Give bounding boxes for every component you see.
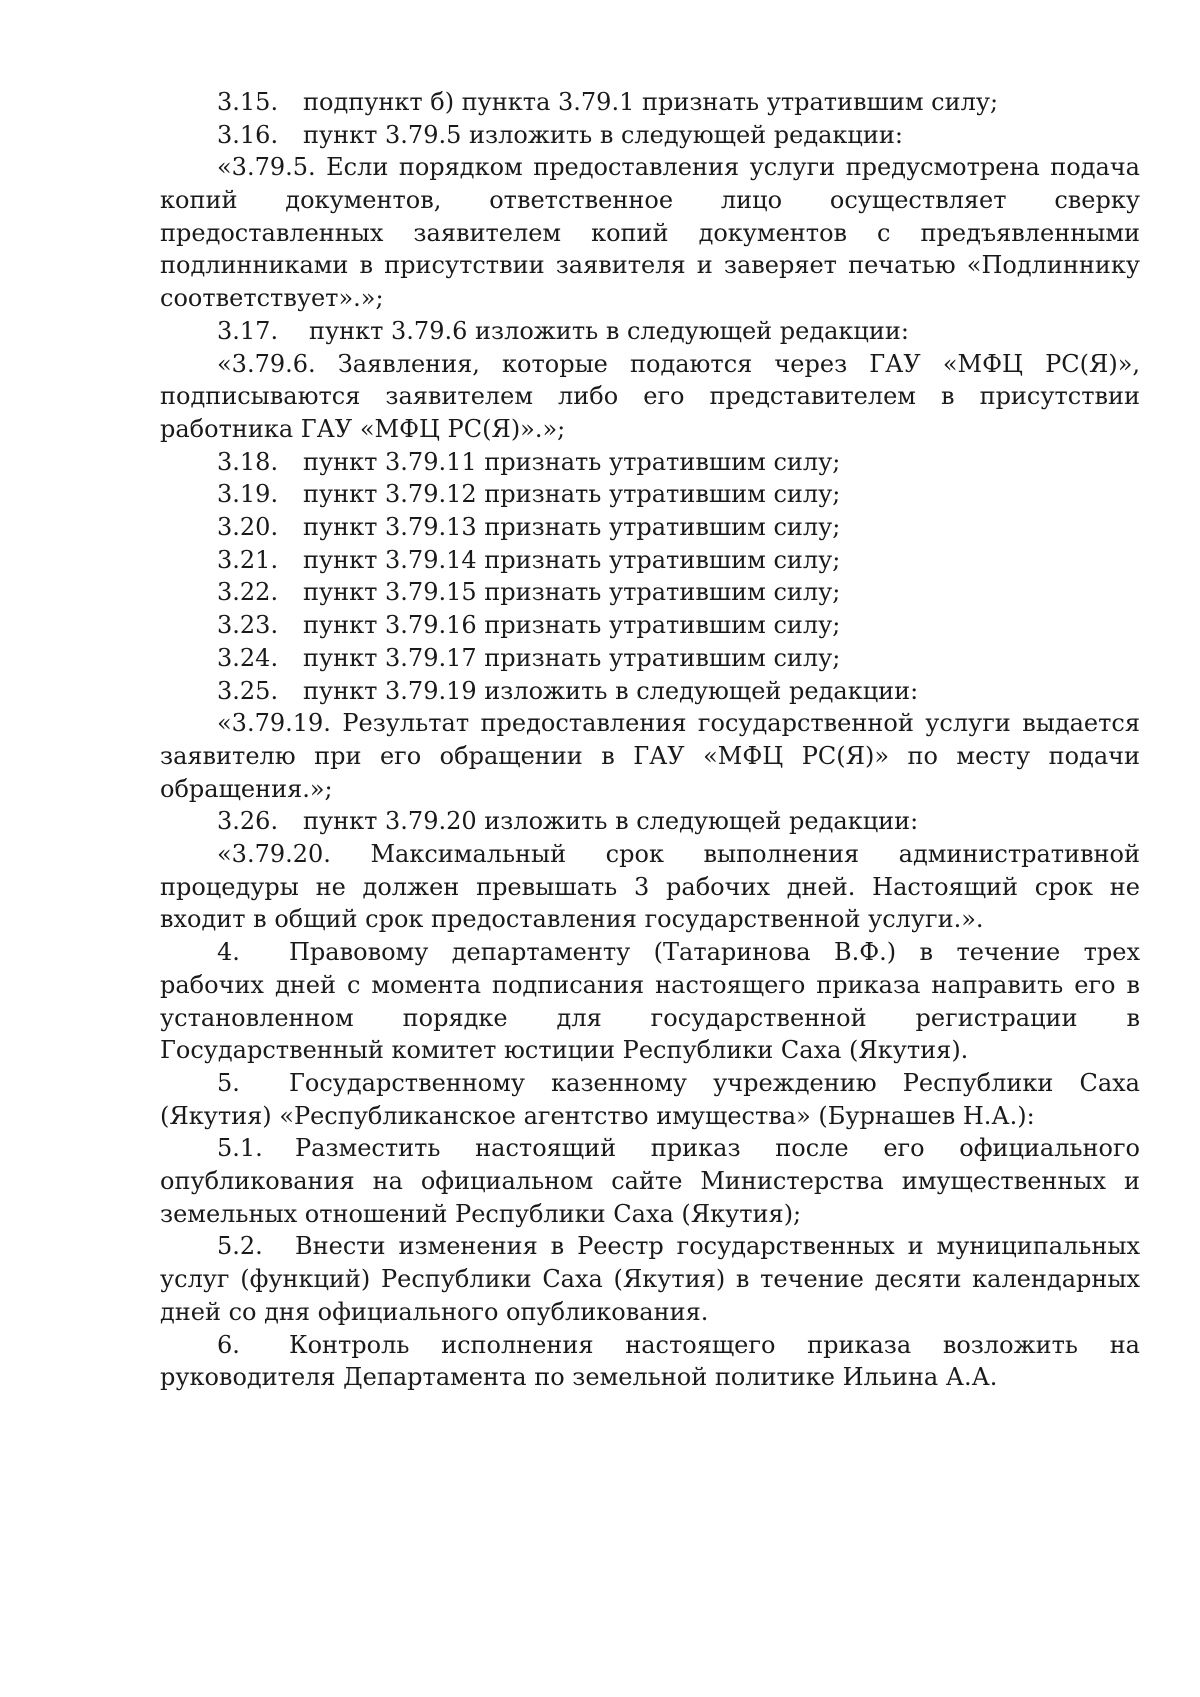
item-number: 3.22. bbox=[217, 578, 279, 607]
list-item bbox=[160, 315, 1140, 348]
quoted-paragraph bbox=[160, 838, 1140, 936]
item-number: 6. bbox=[217, 1330, 240, 1359]
quoted-paragraph bbox=[160, 707, 1140, 805]
item-text: пункт 3.79.6 изложить в следующей редакции: bbox=[309, 316, 909, 345]
item-number: 3.24. bbox=[217, 643, 279, 672]
item-text: Разместить настоящий приказ после его официального опубликования на официальном сайте Министерства имущественных и земельных отношений Республики Саха (Якутия); bbox=[160, 1134, 1140, 1228]
item-number: 3.18. bbox=[217, 447, 279, 476]
item-text: пункт 3.79.16 признать утратившим силу; bbox=[303, 611, 841, 640]
quoted-paragraph bbox=[160, 348, 1140, 446]
item-text: пункт 3.79.20 изложить в следующей редакции: bbox=[303, 807, 919, 836]
item-number: 5.1. bbox=[217, 1134, 263, 1163]
quoted-paragraph bbox=[160, 151, 1140, 315]
item-text: пункт 3.79.14 признать утратившим силу; bbox=[303, 545, 841, 574]
numbered-paragraph bbox=[160, 1230, 1140, 1328]
numbered-paragraph bbox=[160, 1329, 1140, 1394]
item-number: 4. bbox=[217, 938, 240, 967]
item-text: пункт 3.79.15 признать утратившим силу; bbox=[303, 578, 841, 607]
item-number: 3.15. bbox=[217, 88, 279, 116]
list-item bbox=[160, 805, 1140, 838]
quoted-text: «3.79.19. Результат предоставления государственной услуги выдается заявителю при его обращении в ГАУ «МФЦ РС(Я)» по месту подачи обращения.»; bbox=[160, 709, 1140, 803]
item-number: 3.26. bbox=[217, 807, 279, 836]
item-number: 3.20. bbox=[217, 513, 279, 542]
list-item bbox=[160, 642, 1140, 675]
item-text: Внести изменения в Реестр государственных и муниципальных услуг (функций) Республики Саха (Якутия) в течение десяти календарных дней со дня официального опубликования. bbox=[160, 1232, 1140, 1326]
quoted-text: «3.79.5. Если порядком предоставления услуги предусмотрена подача копий документов, ответственное лицо осуществляет сверку предоставленных заявителем копий документов с предъявленными подлинниками в присутствии заявителя и заверяет печатью «Подлиннику соответствует».»; bbox=[160, 153, 1140, 313]
item-text: Государственному казенному учреждению Республики Саха (Якутия) «Республиканское агентство имущества» (Бурнашев Н.А.): bbox=[160, 1068, 1140, 1130]
list-item bbox=[160, 478, 1140, 511]
item-text: пункт 3.79.12 признать утратившим силу; bbox=[303, 480, 841, 509]
item-number: 5.2. bbox=[217, 1232, 263, 1261]
quoted-text: «3.79.6. Заявления, которые подаются через ГАУ «МФЦ РС(Я)», подписываются заявителем либо его представителем в присутствии работника ГАУ «МФЦ РС(Я)».»; bbox=[160, 349, 1140, 443]
item-text: пункт 3.79.5 изложить в следующей редакции: bbox=[303, 120, 903, 149]
item-text: пункт 3.79.17 признать утратившим силу; bbox=[303, 643, 841, 672]
list-item bbox=[160, 544, 1140, 577]
numbered-paragraph bbox=[160, 1132, 1140, 1230]
list-item bbox=[160, 609, 1140, 642]
list-item bbox=[160, 511, 1140, 544]
item-text: пункт 3.79.11 признать утратившим силу; bbox=[303, 447, 841, 476]
numbered-paragraph bbox=[160, 1067, 1140, 1132]
list-item bbox=[160, 675, 1140, 708]
item-text: пункт 3.79.19 изложить в следующей редакции: bbox=[303, 676, 919, 705]
item-text: пункт 3.79.13 признать утратившим силу; bbox=[303, 513, 841, 542]
list-item bbox=[160, 86, 1140, 119]
list-item bbox=[160, 446, 1140, 479]
item-text: подпункт б) пункта 3.79.1 признать утратившим силу; bbox=[303, 88, 999, 116]
item-number: 5. bbox=[217, 1068, 240, 1097]
item-number: 3.21. bbox=[217, 545, 279, 574]
item-number: 3.19. bbox=[217, 480, 279, 509]
item-number: 3.23. bbox=[217, 611, 279, 640]
item-number: 3.25. bbox=[217, 676, 279, 705]
item-text: Правовому департаменту (Татаринова В.Ф.) в течение трех рабочих дней с момента подписания настоящего приказа направить его в установленном порядке для государственной регистрации в Государственный комитет юстиции Республики Саха (Якутия). bbox=[160, 938, 1140, 1065]
list-item bbox=[160, 576, 1140, 609]
item-number: 3.16. bbox=[217, 120, 279, 149]
quoted-text: «3.79.20. Максимальный срок выполнения административной процедуры не должен превышать 3 рабочих дней. Настоящий срок не входит в общий срок предоставления государственной услуги.». bbox=[160, 839, 1140, 934]
item-text: Контроль исполнения настоящего приказа возложить на руководителя Департамента по земельной политике Ильина А.А. bbox=[160, 1330, 1140, 1392]
list-item bbox=[160, 119, 1140, 152]
document-body bbox=[160, 86, 1140, 1394]
numbered-paragraph bbox=[160, 936, 1140, 1067]
item-number: 3.17. bbox=[217, 316, 279, 345]
